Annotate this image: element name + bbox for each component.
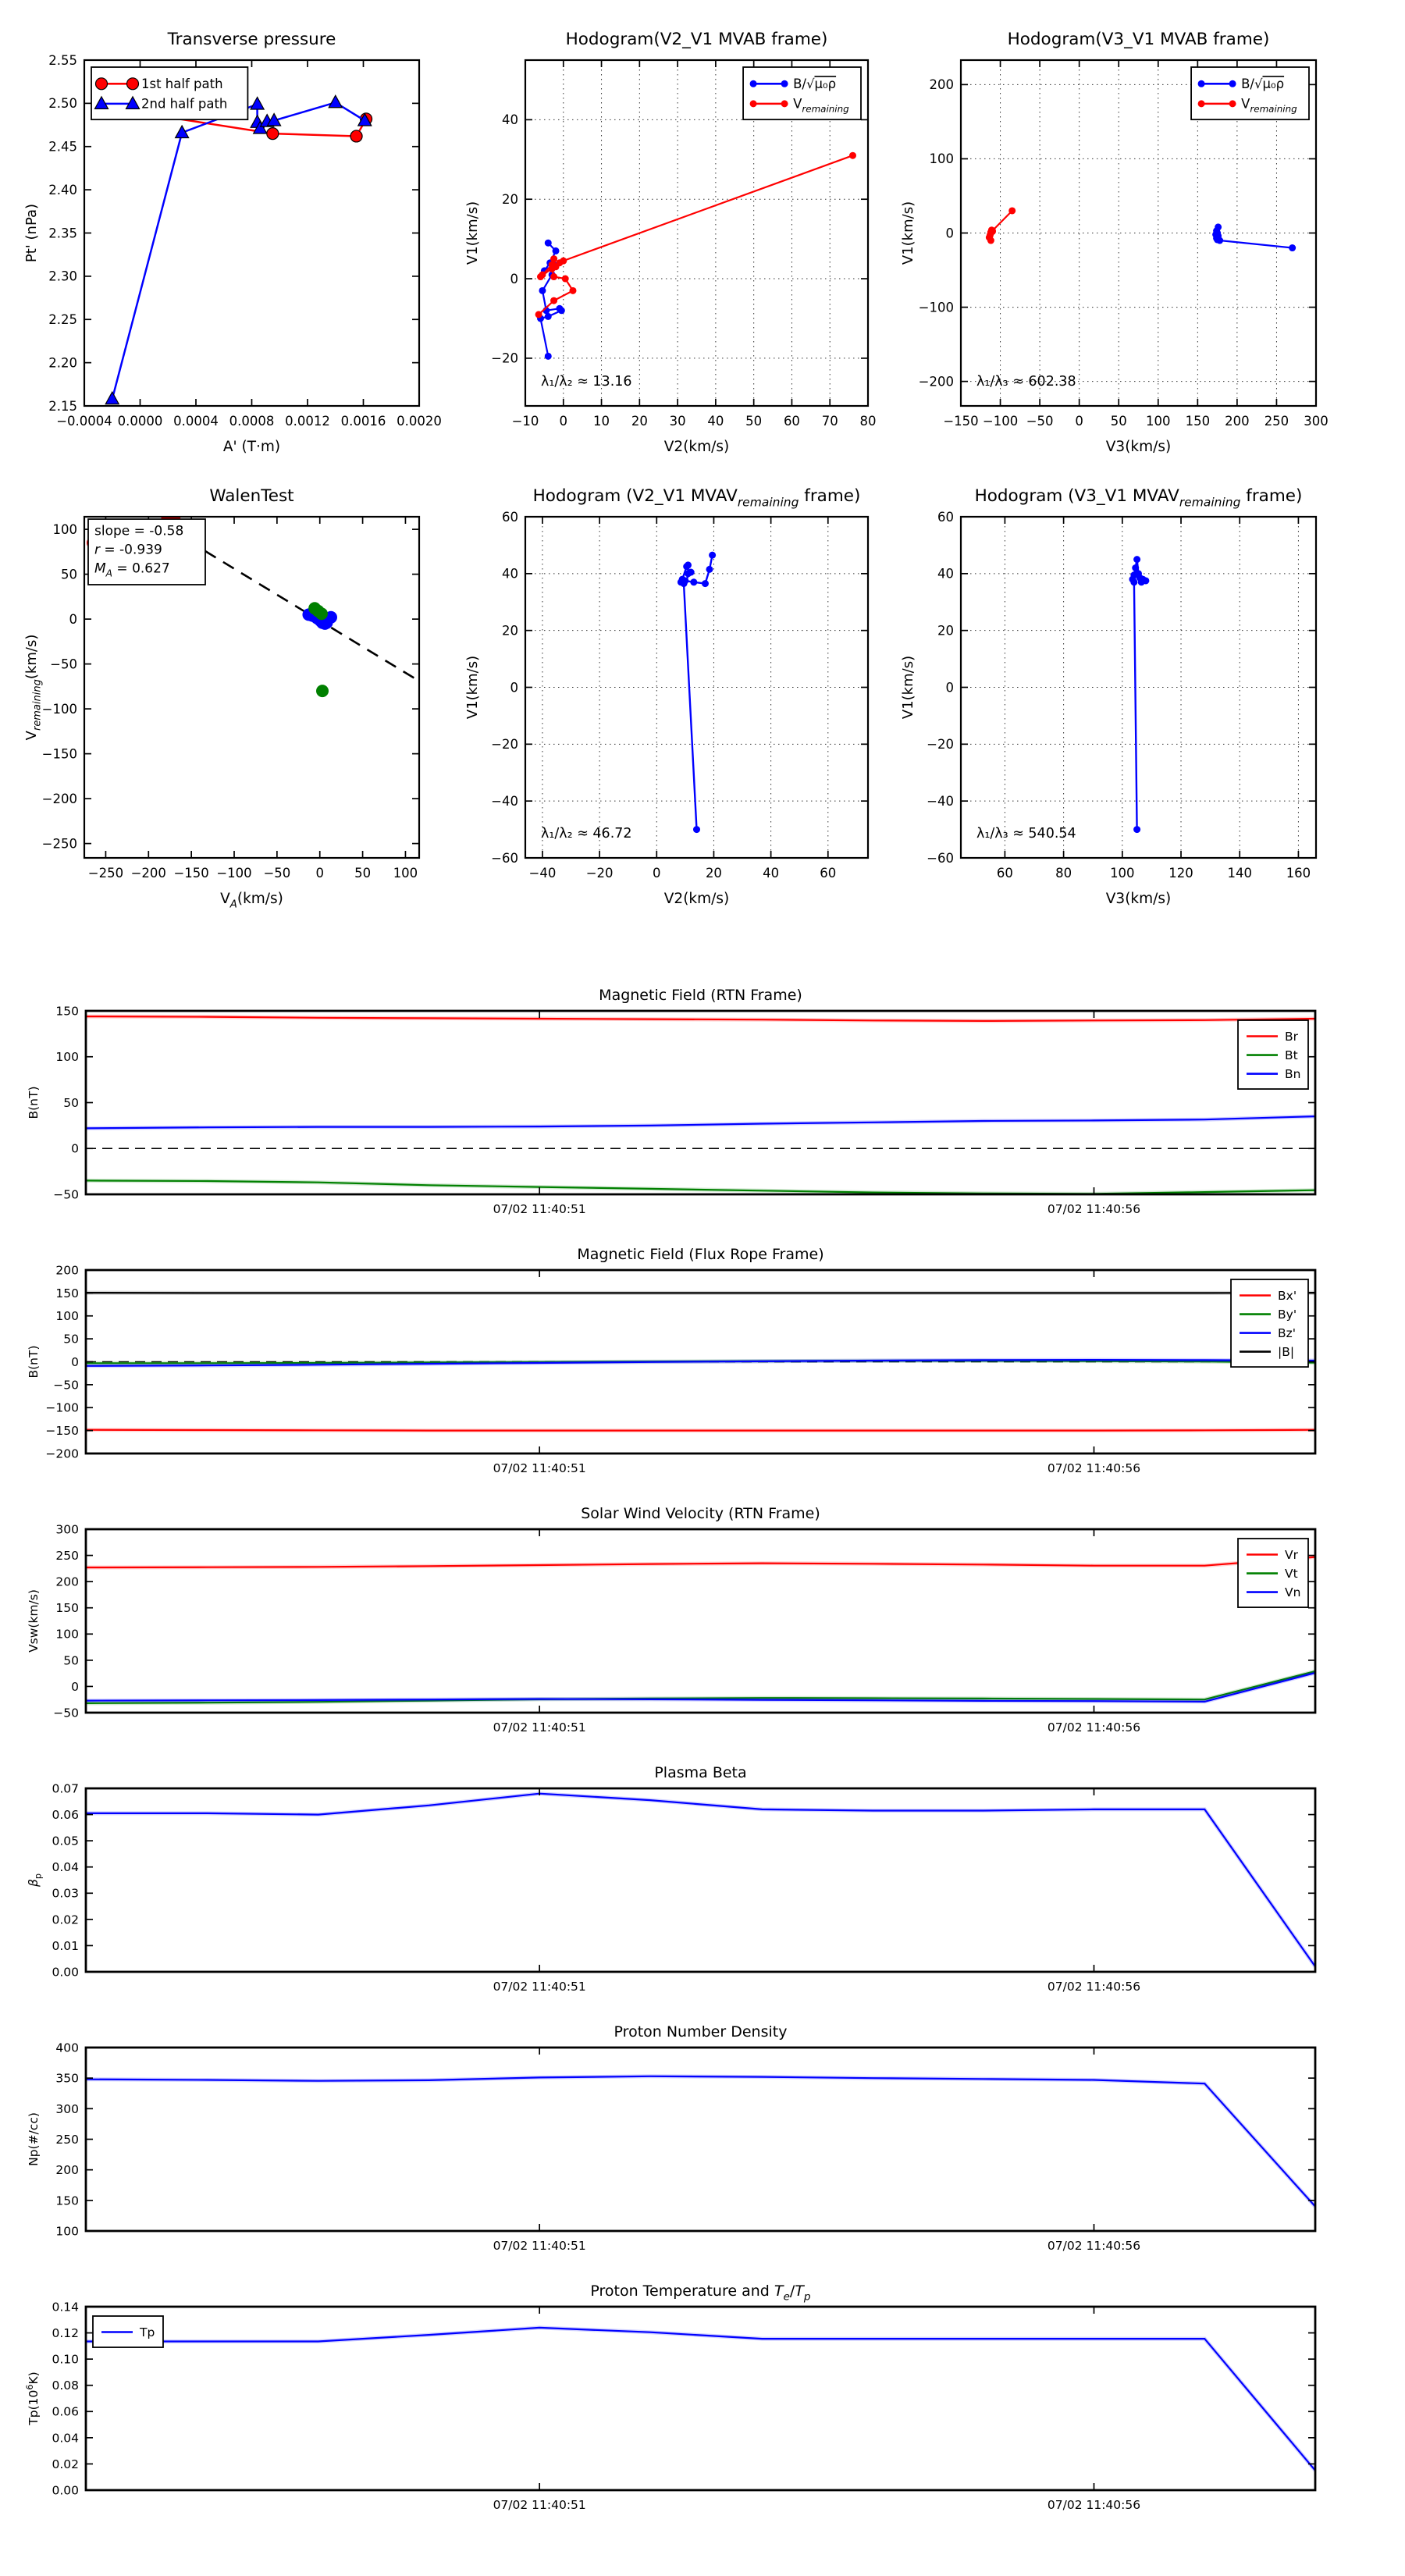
svg-text:−40: −40 [927, 793, 954, 809]
svg-text:100: 100 [55, 1309, 79, 1324]
svg-text:2.15: 2.15 [48, 398, 77, 414]
svg-text:150: 150 [1185, 414, 1211, 429]
svg-text:−150: −150 [173, 866, 209, 881]
svg-text:120: 120 [1168, 866, 1193, 881]
solar-wind-velocity-plot [0, 1498, 1405, 1757]
svg-text:2.55: 2.55 [48, 52, 77, 68]
svg-text:Bx': Bx' [1278, 1288, 1297, 1303]
svg-text:−40: −40 [491, 793, 518, 809]
svg-text:Vr: Vr [1285, 1547, 1299, 1562]
svg-text:250: 250 [1264, 414, 1289, 429]
svg-text:0: 0 [69, 611, 77, 627]
svg-text:2.20: 2.20 [48, 355, 77, 371]
svg-text:07/02 11:40:51: 07/02 11:40:51 [493, 1720, 586, 1735]
mag-rtn-axes-frame [86, 1011, 1315, 1194]
svg-text:350: 350 [55, 2071, 79, 2086]
svg-text:200: 200 [55, 2163, 79, 2178]
svg-text:60: 60 [502, 509, 518, 525]
svg-text:300: 300 [1304, 414, 1329, 429]
hodogram-v3v1-mvab-legend [1191, 67, 1309, 119]
plasma-beta-ylabel: $\beta_p$ [27, 1873, 44, 1888]
svg-text:100: 100 [55, 1050, 79, 1065]
hodogram-v2v1-mvav-grid [525, 517, 868, 858]
svg-text:|B|: |B| [1278, 1344, 1295, 1359]
svg-text:r = -0.939: r = -0.939 [94, 542, 162, 558]
walen-test-title: WalenTest [209, 486, 294, 506]
svg-text:B/√μ₀ρ: B/√μ₀ρ [1241, 76, 1285, 92]
mag-rtn-ticks [53, 1004, 1315, 1216]
svg-text:40: 40 [707, 414, 724, 429]
hodogram-v3v1-mvab-ylabel: V1(km/s) [900, 201, 916, 265]
transverse-pressure-title: Transverse pressure [167, 30, 336, 49]
hodogram-v2v1-mvab-title: Hodogram(V2_V1 MVAB frame) [565, 30, 828, 49]
walen-test-xlabel: $V_A(km/s)$ [220, 891, 283, 911]
svg-text:07/02 11:40:51: 07/02 11:40:51 [493, 1461, 586, 1475]
svg-text:100: 100 [52, 521, 77, 537]
svg-text:0.14: 0.14 [52, 2300, 79, 2314]
hodogram-v2v1-mvav-series [678, 552, 716, 833]
svg-text:07/02 11:40:51: 07/02 11:40:51 [493, 2498, 586, 2512]
svg-text:50: 50 [63, 1332, 79, 1347]
proton-temperature-plot [0, 2275, 1405, 2576]
transverse-pressure-series [105, 95, 372, 404]
svg-text:100: 100 [393, 866, 418, 881]
svg-text:Bt: Bt [1285, 1048, 1298, 1062]
hodogram-v3v1-mvav-ticks [927, 510, 1316, 881]
svg-text:07/02 11:40:51: 07/02 11:40:51 [493, 1980, 586, 1994]
svg-text:2.35: 2.35 [48, 226, 77, 241]
svg-text:150: 150 [55, 1286, 79, 1300]
hodogram-v2v1-mvav-xlabel: V2(km/s) [663, 891, 730, 907]
hodogram-v2v1-mvab-ylabel: V1(km/s) [464, 201, 481, 265]
svg-text:−150: −150 [41, 746, 77, 762]
svg-text:400: 400 [55, 2041, 79, 2055]
proton-temperature-title: Proton Temperature and $T_e/T_p$ [590, 2282, 811, 2304]
svg-text:−200: −200 [918, 374, 954, 390]
svg-text:0.01: 0.01 [52, 1938, 79, 1953]
svg-text:20: 20 [937, 623, 954, 639]
hodogram-v2v1-mvav-plot [464, 468, 913, 956]
svg-text:Tp: Tp [140, 2325, 155, 2339]
proton-density-plot [0, 2016, 1405, 2275]
svg-text:−50: −50 [53, 1378, 79, 1393]
svg-text:0.00: 0.00 [52, 1965, 79, 1980]
svg-text:07/02 11:40:51: 07/02 11:40:51 [493, 2239, 586, 2253]
svg-text:250: 250 [55, 2132, 79, 2147]
svg-text:0.04: 0.04 [52, 2431, 79, 2446]
hodogram-v3v1-mvav-xlabel: V3(km/s) [1105, 891, 1172, 907]
svg-text:40: 40 [502, 112, 518, 128]
svg-text:100: 100 [1110, 866, 1135, 881]
mag-rtn-series [86, 1016, 1315, 1194]
svg-text:40: 40 [763, 866, 780, 881]
svg-text:0: 0 [653, 866, 661, 881]
solar-wind-velocity-legend [1238, 1539, 1308, 1607]
svg-text:20: 20 [502, 191, 518, 207]
svg-text:−100: −100 [45, 1400, 79, 1415]
solar-wind-velocity-title: Solar Wind Velocity (RTN Frame) [581, 1505, 820, 1522]
walen-test-ylabel: $V_{remaining}(km/s)$ [23, 634, 44, 741]
proton-density-ylabel: Np(#/cc) [27, 2112, 41, 2166]
svg-text:200: 200 [929, 77, 954, 93]
svg-text:0.00: 0.00 [52, 2483, 79, 2498]
svg-text:07/02 11:40:56: 07/02 11:40:56 [1047, 2498, 1141, 2512]
svg-text:100: 100 [55, 2224, 79, 2239]
mag-fluxrope-title: Magnetic Field (Flux Rope Frame) [577, 1246, 824, 1263]
svg-text:250: 250 [55, 1548, 79, 1563]
plasma-beta-title: Plasma Beta [654, 1764, 747, 1781]
svg-text:−100: −100 [982, 414, 1019, 429]
svg-text:−250: −250 [87, 866, 124, 881]
svg-text:50: 50 [745, 414, 763, 429]
svg-text:140: 140 [1227, 866, 1252, 881]
mag-fluxrope-plot [0, 1239, 1405, 1498]
hodogram-v3v1-mvav-annotation: λ₁/λ₃ ≈ 540.54 [976, 826, 1076, 841]
svg-text:0: 0 [510, 271, 518, 286]
hodogram-v2v1-mvav-ticks [491, 510, 868, 881]
svg-text:150: 150 [55, 2194, 79, 2208]
svg-text:50: 50 [1110, 414, 1127, 429]
svg-text:−10: −10 [511, 414, 539, 429]
svg-text:−40: −40 [528, 866, 557, 881]
plasma-beta-plot [0, 1757, 1405, 2016]
svg-text:200: 200 [1225, 414, 1250, 429]
svg-text:−200: −200 [41, 791, 77, 806]
hodogram-v3v1-mvab-plot [900, 12, 1401, 492]
svg-text:50: 50 [63, 1095, 79, 1110]
svg-text:−100: −100 [216, 866, 252, 881]
solar-wind-velocity-axes-frame [86, 1529, 1315, 1713]
svg-text:80: 80 [859, 414, 877, 429]
mag-fluxrope-legend [1231, 1279, 1308, 1367]
svg-text:0.0012: 0.0012 [285, 414, 330, 429]
svg-text:0: 0 [945, 680, 954, 696]
svg-text:0.12: 0.12 [52, 2325, 79, 2340]
svg-text:−20: −20 [585, 866, 614, 881]
svg-text:−200: −200 [45, 1446, 79, 1461]
svg-text:1st half path: 1st half path [141, 76, 223, 92]
solar-wind-velocity-ylabel: Vsw(km/s) [27, 1589, 41, 1653]
svg-text:0.02: 0.02 [52, 1912, 79, 1927]
proton-density-ticks [55, 2041, 1315, 2253]
mag-rtn-title: Magnetic Field (RTN Frame) [599, 987, 802, 1004]
svg-text:70: 70 [821, 414, 838, 429]
hodogram-v2v1-mvab-series [535, 152, 856, 360]
svg-text:0.06: 0.06 [52, 1807, 79, 1822]
svg-text:60: 60 [937, 509, 954, 525]
svg-text:By': By' [1278, 1307, 1297, 1322]
svg-text:10: 10 [593, 414, 610, 429]
svg-text:−50: −50 [53, 1706, 79, 1720]
svg-text:30: 30 [669, 414, 686, 429]
mag-fluxrope-ticks [45, 1263, 1315, 1475]
svg-text:160: 160 [1286, 866, 1311, 881]
svg-text:200: 200 [55, 1263, 79, 1278]
svg-text:Vt: Vt [1285, 1566, 1298, 1581]
svg-text:40: 40 [502, 566, 518, 582]
hodogram-v2v1-mvav-annotation: λ₁/λ₂ ≈ 46.72 [541, 826, 632, 841]
svg-text:0.04: 0.04 [52, 1860, 79, 1875]
svg-text:0.10: 0.10 [52, 2352, 79, 2367]
svg-text:07/02 11:40:56: 07/02 11:40:56 [1047, 1720, 1141, 1735]
svg-text:−60: −60 [491, 850, 518, 866]
hodogram-v2v1-mvab-annotation: λ₁/λ₂ ≈ 13.16 [541, 374, 632, 390]
svg-text:50: 50 [63, 1653, 79, 1668]
walen-test-plot [8, 468, 464, 956]
svg-text:0.0016: 0.0016 [340, 414, 386, 429]
svg-text:−20: −20 [491, 350, 518, 366]
svg-text:100: 100 [1146, 414, 1171, 429]
svg-text:20: 20 [705, 866, 722, 881]
svg-text:20: 20 [631, 414, 648, 429]
proton-temperature-series [86, 2328, 1315, 2471]
svg-text:−0.0004: −0.0004 [56, 414, 112, 429]
svg-text:−50: −50 [1026, 414, 1054, 429]
svg-text:07/02 11:40:56: 07/02 11:40:56 [1047, 1980, 1141, 1994]
svg-text:60: 60 [820, 866, 837, 881]
svg-text:60: 60 [996, 866, 1013, 881]
transverse-pressure-legend [91, 67, 247, 119]
svg-text:2.25: 2.25 [48, 312, 77, 328]
svg-text:0.02: 0.02 [52, 2457, 79, 2471]
hodogram-v2v1-mvav-ylabel: V1(km/s) [464, 655, 481, 720]
svg-text:MA = 0.627: $M_A = 0.627$ [94, 560, 170, 579]
svg-text:0.07: 0.07 [52, 1781, 79, 1796]
svg-text:80: 80 [1055, 866, 1072, 881]
svg-text:40: 40 [937, 566, 954, 582]
svg-text:−250: −250 [41, 836, 77, 852]
svg-text:0: 0 [945, 226, 954, 241]
svg-text:0: 0 [559, 414, 568, 429]
svg-text:07/02 11:40:56: 07/02 11:40:56 [1047, 1202, 1141, 1216]
svg-text:50: 50 [61, 567, 77, 582]
svg-text:0: 0 [71, 1679, 79, 1694]
svg-text:0.0000: 0.0000 [117, 414, 163, 429]
transverse-pressure-xlabel: A' (T·m) [222, 439, 281, 455]
svg-text:Vremaining: $V_{remaining}$ [1241, 96, 1297, 115]
proton-temperature-ylabel: $Tp(10^6K)$ [24, 2371, 41, 2425]
svg-text:2.30: 2.30 [48, 269, 77, 284]
svg-text:150: 150 [55, 1601, 79, 1616]
hodogram-v3v1-mvab-annotation: λ₁/λ₃ ≈ 602.38 [976, 374, 1076, 390]
svg-text:0.0008: 0.0008 [229, 414, 275, 429]
svg-text:20: 20 [502, 623, 518, 639]
hodogram-v3v1-mvav-series [1129, 556, 1149, 833]
hodogram-v2v1-mvab-xlabel: V2(km/s) [663, 439, 730, 455]
svg-text:−150: −150 [943, 414, 979, 429]
hodogram-v2v1-mvav-title: Hodogram (V2_V1 $MVAV_{remaining}$ frame) [532, 486, 861, 510]
hodogram-v3v1-mvav-plot [900, 468, 1401, 956]
mag-rtn-ylabel: B(nT) [27, 1086, 41, 1119]
svg-text:150: 150 [55, 1004, 79, 1019]
svg-text:0: 0 [71, 1141, 79, 1156]
svg-text:07/02 11:40:56: 07/02 11:40:56 [1047, 1461, 1141, 1475]
hodogram-v3v1-mvab-title: Hodogram(V3_V1 MVAB frame) [1007, 30, 1270, 49]
hodogram-v2v1-mvab-legend [743, 67, 861, 119]
svg-text:100: 100 [55, 1627, 79, 1642]
svg-text:0: 0 [315, 866, 324, 881]
hodogram-v2v1-mvab-plot [464, 12, 913, 492]
svg-text:07/02 11:40:51: 07/02 11:40:51 [493, 1202, 586, 1216]
svg-text:2.40: 2.40 [48, 182, 77, 197]
proton-density-series [86, 2076, 1315, 2207]
svg-text:−50: −50 [50, 656, 77, 672]
svg-text:0.06: 0.06 [52, 2404, 79, 2419]
svg-text:2nd half path: 2nd half path [141, 96, 228, 112]
svg-text:−150: −150 [45, 1424, 79, 1439]
hodogram-v3v1-mvav-title: Hodogram (V3_V1 $MVAV_{remaining}$ frame) [974, 486, 1303, 510]
proton-temperature-ticks [52, 2300, 1315, 2512]
transverse-pressure-ylabel: Pt' (nPa) [23, 203, 40, 263]
svg-text:−100: −100 [918, 300, 954, 315]
svg-text:slope = -0.58: slope = -0.58 [94, 523, 184, 539]
walen-test-statbox [88, 519, 205, 585]
svg-text:−60: −60 [927, 850, 954, 866]
svg-text:−200: −200 [130, 866, 166, 881]
svg-text:50: 50 [354, 866, 372, 881]
svg-text:07/02 11:40:56: 07/02 11:40:56 [1047, 2239, 1141, 2253]
svg-text:300: 300 [55, 2101, 79, 2116]
svg-text:0: 0 [510, 680, 518, 696]
transverse-pressure-plot [8, 12, 464, 492]
svg-text:Bn: Bn [1285, 1066, 1301, 1081]
svg-text:0: 0 [71, 1354, 79, 1369]
svg-text:100: 100 [929, 151, 954, 167]
svg-text:2.50: 2.50 [48, 96, 77, 112]
solar-wind-velocity-series [86, 1557, 1315, 1703]
svg-text:0.05: 0.05 [52, 1834, 79, 1848]
svg-text:−50: −50 [53, 1187, 79, 1202]
svg-text:Vn: Vn [1285, 1585, 1301, 1599]
svg-text:200: 200 [55, 1574, 79, 1589]
hodogram-v3v1-mvab-xlabel: V3(km/s) [1105, 439, 1172, 455]
svg-text:−20: −20 [491, 737, 518, 753]
svg-text:60: 60 [783, 414, 800, 429]
hodogram-v3v1-mvab-series [986, 207, 1296, 251]
svg-text:300: 300 [55, 1522, 79, 1537]
svg-text:0.0020: 0.0020 [397, 414, 442, 429]
svg-text:0: 0 [1075, 414, 1083, 429]
hodogram-v3v1-mvav-ylabel: V1(km/s) [900, 655, 916, 720]
proton-temperature-legend [93, 2316, 163, 2347]
svg-text:−50: −50 [263, 866, 291, 881]
svg-text:0.0004: 0.0004 [173, 414, 219, 429]
svg-text:−100: −100 [41, 701, 77, 717]
svg-text:Vremaining: $V_{remaining}$ [793, 96, 849, 115]
svg-text:−20: −20 [927, 737, 954, 753]
mag-rtn-plot [0, 980, 1405, 1239]
plasma-beta-series [86, 1794, 1315, 1967]
mag-rtn-legend [1238, 1020, 1308, 1089]
proton-density-title: Proton Number Density [614, 2023, 788, 2041]
mag-fluxrope-series [86, 1293, 1315, 1431]
svg-text:B/√μ₀ρ: B/√μ₀ρ [793, 76, 837, 92]
svg-text:0.03: 0.03 [52, 1886, 79, 1901]
svg-text:0.08: 0.08 [52, 2379, 79, 2393]
svg-text:2.45: 2.45 [48, 139, 77, 155]
svg-text:Br: Br [1285, 1029, 1299, 1044]
svg-text:Bz': Bz' [1278, 1325, 1297, 1340]
mag-fluxrope-ylabel: B(nT) [27, 1345, 41, 1379]
